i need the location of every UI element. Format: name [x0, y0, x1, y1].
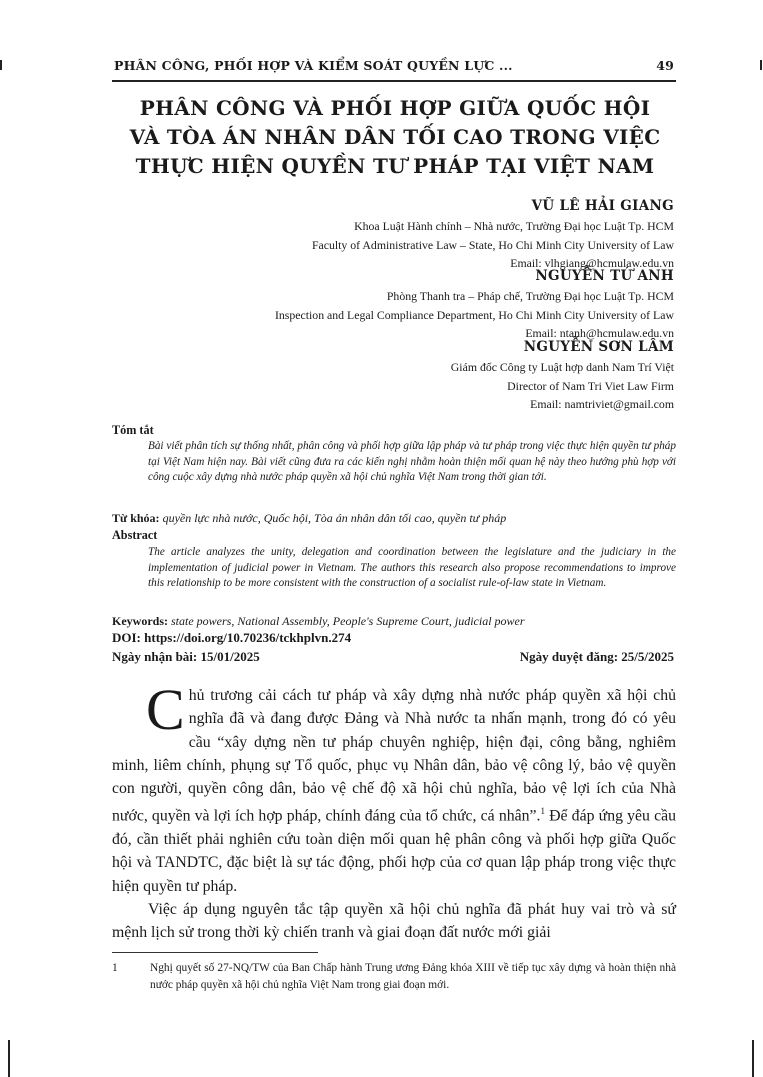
body-text: [112, 677, 677, 945]
author-affiliation: [451, 358, 674, 414]
affiliation-vi: Phòng Thanh tra – Pháp chế, Trường Đại học Luật Tp. HCM: [386, 289, 674, 303]
author-affiliation: [312, 217, 674, 273]
footnote-number: 1: [112, 962, 118, 974]
affiliation-en: Faculty of Administrative Law – State, Ho Chi Minh City University of Law: [311, 237, 674, 252]
summary-text: Bài viết phân tích sự thống nhất, phân công và phối hợp giữa lập pháp và tư pháp trong việc thực hiện quyền tư pháp tại Việt Nam hiện nay. Bài viết cũng đưa ra các kiến nghị nhằm hoàn thiện mối quan hệ này theo hướng phù hợp với công cuộc xây dựng nhà nước pháp quyền xã hội chủ nghĩa Việt Nam trong thời gian tới.: [148, 440, 676, 483]
author-email: Email: namtriviet@gmail.com: [530, 397, 674, 412]
affiliation-en: Director of Nam Tri Viet Law Firm: [507, 378, 674, 393]
crop-mark: [8, 1040, 10, 1077]
title-line: PHÂN CÔNG VÀ PHỐI HỢP GIỮA QUỐC HỘI: [139, 96, 651, 120]
drop-cap: C: [146, 677, 185, 742]
accepted-date: Ngày duyệt đăng: 25/5/2025: [519, 649, 674, 664]
author-email: Email: ntanh@hcmulaw.edu.vn: [525, 326, 674, 341]
author-name: NGUYỄN TỨ ANH: [535, 268, 674, 284]
author-affiliation: [275, 287, 674, 343]
abstract-heading: Abstract: [112, 528, 158, 542]
page-number: 49: [656, 58, 674, 73]
body-paragraph: [112, 677, 677, 898]
running-head-title: PHÂN CÔNG, PHỐI HỢP VÀ KIỂM SOÁT QUYỀN LỰC ...: [114, 58, 513, 73]
keywords-en: [112, 614, 525, 629]
header-rule: [112, 80, 676, 82]
body-paragraph: Việc áp dụng nguyên tắc tập quyền xã hội chủ nghĩa đã phát huy vai trò và sứ mệnh lịch sử trong thời kỳ chiến tranh và giai đoạn đất nước mới giải: [112, 900, 676, 942]
author-name: VŨ LÊ HẢI GIANG: [531, 198, 674, 214]
footnote: [112, 960, 676, 993]
article-title: [100, 94, 690, 181]
affiliation-vi: Khoa Luật Hành chính – Nhà nước, Trường Đại học Luật Tp. HCM: [354, 219, 674, 233]
title-line: VÀ TÒA ÁN NHÂN DÂN TỐI CAO TRONG VIỆC: [129, 125, 661, 149]
paragraph-text: Để đáp ứng yêu cầu đó, cần thiết phải nghiên cứu toàn diện mối quan hệ phân công và phối hợp giữa Quốc hội và TANDTC, đặc biệt là sự tác động, phối hợp của cơ quan lập pháp trong việc thực hiện quyền tư pháp.: [112, 807, 677, 895]
summary-heading: Tóm tắt: [112, 423, 154, 437]
abstract-text: The article analyzes the unity, delegation and coordination between the legislature and the judiciary in the implementation of judicial power in Vietnam. The authors this research also propose recommendations to improve this relationship to be more consistent with the construction of a socialist rule-of-law state in Vietnam.: [148, 546, 676, 589]
running-head: [114, 58, 674, 73]
keywords-vi-label: Từ khóa:: [112, 511, 160, 525]
title-line: THỰC HIỆN QUYỀN TƯ PHÁP TẠI VIỆT NAM: [135, 154, 655, 178]
affiliation-en: Inspection and Legal Compliance Department, Ho Chi Minh City University of Law: [274, 307, 674, 322]
keywords-vi-text: quyền lực nhà nước, Quốc hội, Tòa án nhân dân tối cao, quyền tư pháp: [162, 511, 507, 525]
footnote-ref[interactable]: 1: [540, 806, 545, 817]
crop-mark: [760, 60, 762, 70]
footnote-text: Nghị quyết số 27-NQ/TW của Ban Chấp hành Trung ương Đảng khóa XIII về tiếp tục xây dựng và hoàn thiện nhà nước pháp quyền xã hội chủ nghĩa Việt Nam trong giai đoạn mới.: [150, 962, 676, 991]
keywords-vi: [112, 511, 506, 526]
paragraph-text: hủ trương cải cách tư pháp và xây dựng nhà nước pháp quyền xã hội chủ nghĩa đã và đang được Đảng và Nhà nước ta nhấn mạnh, trong đó có yêu cầu “xây dựng nền tư pháp chuyên nghiệp, hiện đại, công bằng, nghiêm minh, liêm chính, phụng sự Tổ quốc, phục vụ Nhân dân, bảo vệ công lý, bảo vệ quyền con người, quyền công dân, bảo vệ chế độ xã hội chủ nghĩa, bảo vệ lợi ích của Nhà nước, quyền và lợi ích hợp pháp, chính đáng của tổ chức, cá nhân”.: [112, 687, 676, 825]
affiliation-vi: Giám đốc Công ty Luật hợp danh Nam Trí Việt: [450, 360, 674, 374]
keywords-en-text: state powers, National Assembly, People's Supreme Court, judicial power: [171, 614, 525, 628]
crop-mark: [752, 1040, 754, 1077]
received-date: Ngày nhận bài: 15/01/2025: [112, 649, 260, 664]
doi-link[interactable]: DOI: https://doi.org/10.70236/tckhplvn.274: [112, 630, 352, 645]
footnote-rule: [112, 952, 318, 953]
author-email: Email: vlhgiang@hcmulaw.edu.vn: [510, 256, 674, 271]
author-name: NGUYỄN SƠN LÂM: [523, 339, 674, 355]
crop-mark: [0, 60, 2, 70]
keywords-en-label: Keywords:: [112, 614, 168, 628]
